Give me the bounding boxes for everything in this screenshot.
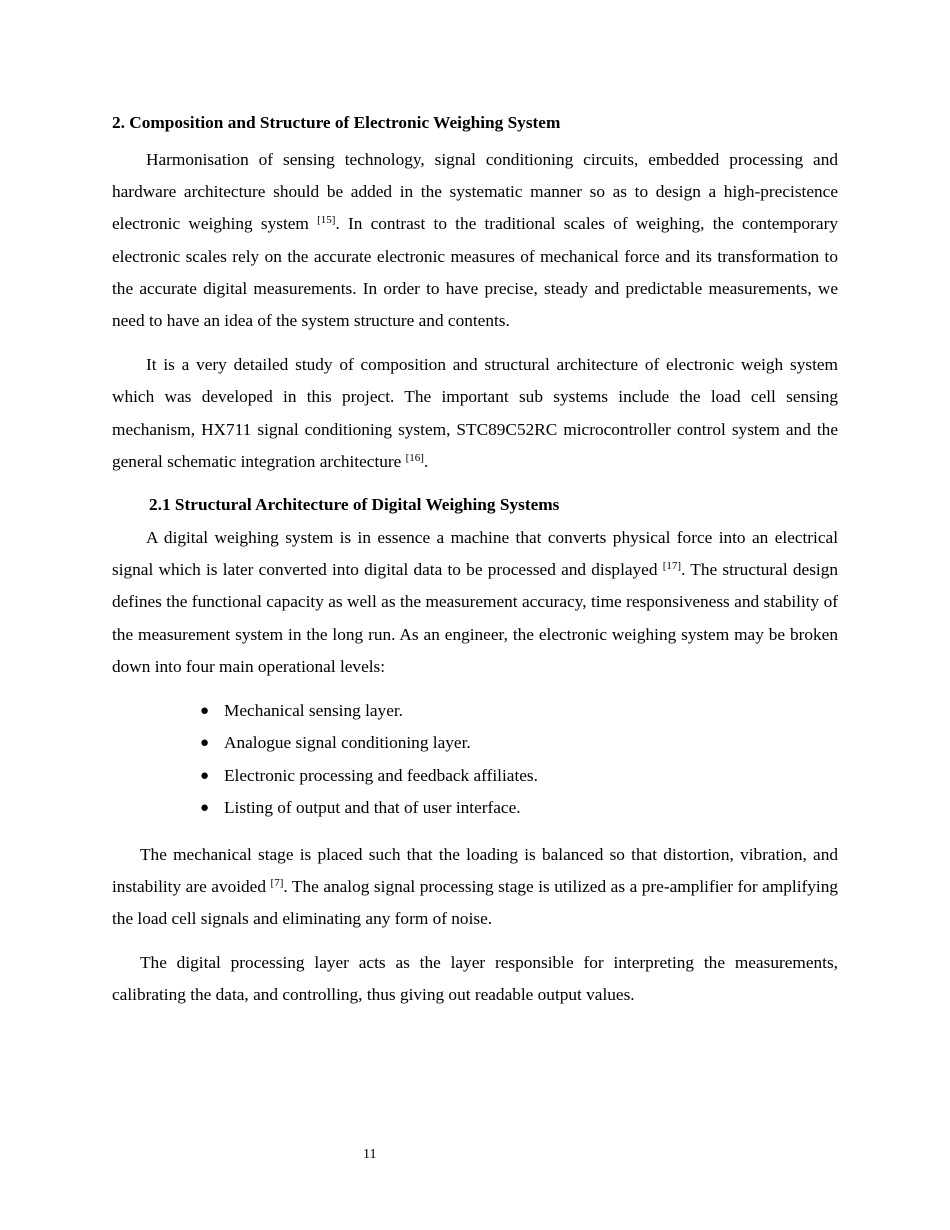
paragraph-text: A digital weighing system is in essence a machine that converts physical force into an electrical signal which is later converted into digital data to be processed and displayed (112, 528, 838, 580)
citation: [16] (405, 451, 424, 464)
citation: [17] (662, 560, 682, 573)
paragraph-text: It is a very detailed study of composition and structural architecture of electronic weigh system which was developed in this project. The important sub systems include the load cell sensing mechanism, HX711 signal conditioning system, STC89C52RC microcontroller control system and the general schematic integration architecture (112, 355, 838, 471)
paragraph-text: . (423, 451, 429, 471)
bullet-icon: ● (200, 735, 210, 752)
list-item-text: Analogue signal conditioning layer. (224, 733, 471, 753)
paragraph-text: . The structural design defines the functional capacity as well as the measurement accuracy, time responsiveness and stability of the measurement system in the long run. As an engineer, the electronic weighing system may be broken down into four main operational levels: (112, 560, 838, 676)
citation: [15] (317, 214, 336, 227)
citation: [7] (270, 876, 284, 889)
list-item (200, 792, 838, 824)
paragraph-text: . The analog signal processing stage is utilized as a pre-amplifier for amplifying the load cell signals and eliminating any form of noise. (112, 876, 839, 929)
operational-levels-list (112, 695, 838, 825)
subsection-heading: 2.1 Structural Architecture of Digital Weighing Systems (149, 495, 560, 515)
paragraph-detailed-study (112, 349, 838, 478)
list-item-text: Electronic processing and feedback affiliates. (224, 765, 538, 785)
paragraph-text: . In contrast to the traditional scales of weighing, the contemporary electronic scales rely on the accurate electronic measures of mechanical force and its transformation to the accurate digital measurements. In order to have precise, steady and predictable measurements, we need to have an idea of the system structure and contents. (112, 214, 839, 331)
bullet-icon: ● (200, 800, 210, 817)
paragraph-harmonisation (112, 144, 838, 337)
list-item (200, 727, 838, 759)
document-page (112, 108, 838, 1024)
list-item (200, 760, 838, 792)
paragraph-text: The mechanical stage is placed such that the loading is balanced so that distortion, vibration, and instability are avoided (112, 844, 838, 896)
list-item-text: Listing of output and that of user interface. (224, 798, 521, 818)
paragraph-mechanical-stage (112, 839, 838, 936)
paragraph-digital-weighing-intro (112, 522, 838, 683)
bullet-icon: ● (200, 703, 210, 720)
paragraph-text: Harmonisation of sensing technology, signal conditioning circuits, embedded processing and hardware architecture should be added in the systematic manner so as to design a high-precistence electronic weighing system (112, 150, 838, 234)
section-heading: 2. Composition and Structure of Electronic Weighing System (112, 113, 561, 132)
bullet-icon: ● (200, 767, 210, 784)
list-item-text: Mechanical sensing layer. (224, 701, 403, 721)
paragraph-digital-processing: The digital processing layer acts as the layer responsible for interpreting the measurements, calibrating the data, and controlling, thus giving out readable output values. (112, 953, 838, 1005)
list-item (200, 695, 838, 727)
page-number: 11 (363, 1147, 377, 1162)
